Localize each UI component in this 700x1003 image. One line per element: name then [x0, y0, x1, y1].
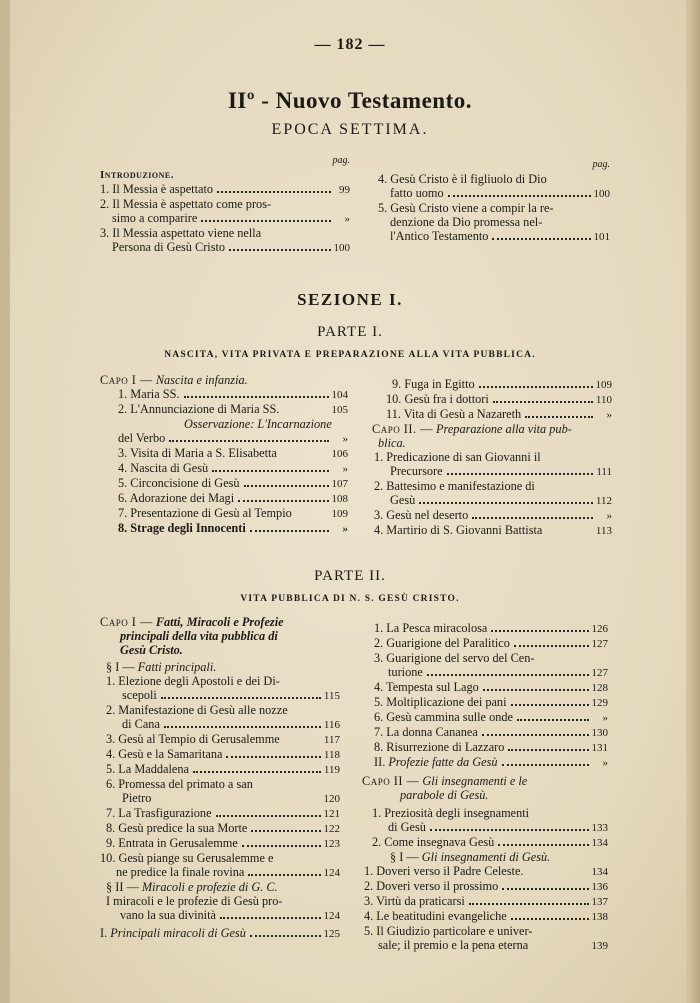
toc-entry: 3. Virtù da praticarsi 137 [364, 894, 608, 908]
toc-entry-cont: ne predice la finale rovina 124 [116, 865, 340, 879]
toc-entry: 1. La Pesca miracolosa 126 [374, 621, 608, 635]
toc-entry: 4. Gesù e la Samaritana 118 [106, 747, 340, 761]
toc-entry-cont: simo a comparire » [112, 211, 350, 225]
toc-entry: 1. Il Messia è aspettato 99 [100, 182, 350, 196]
parte-1-title: PARTE I. [317, 324, 383, 340]
intro-heading: Introduzione. [100, 169, 174, 181]
page-subtitle: EPOCA SETTIMA. [271, 121, 429, 138]
capo-heading: Capo I — Fatti, Miracoli e Profezie [100, 615, 284, 629]
toc-entry-cont: Precursore 111 [390, 464, 612, 478]
toc-entry-cont: turione 127 [388, 665, 608, 679]
toc-entry: 1. Elezione degli Apostoli e dei Di- [106, 674, 280, 688]
toc-entry: 1. Maria SS. 104 [118, 387, 348, 401]
toc-entry-cont: Gesù 112 [390, 493, 612, 507]
toc-entry-cont: denzione da Dio promessa nel- [390, 215, 543, 229]
toc-entry: 7. La donna Cananea 130 [374, 725, 608, 739]
toc-entry: I. Principali miracoli di Gesù 125 [100, 926, 340, 940]
toc-entry: 1. Predicazione di san Giovanni il [374, 450, 541, 464]
toc-entry: 6. Promessa del primato a san [106, 777, 253, 791]
toc-entry: 4. Martirio di S. Giovanni Battista 113 [374, 523, 612, 537]
intro-right-column [378, 158, 610, 244]
toc-entry: 7. La Trasfigurazione 121 [106, 806, 340, 820]
capo-heading: Capo II. — Preparazione alla vita pub- [372, 422, 572, 436]
capo-heading: Capo II — Gli insegnamenti e le [362, 774, 528, 788]
toc-entry: 2. Manifestazione di Gesù alle nozze [106, 703, 288, 717]
toc-entry: 4. Tempesta sul Lago 128 [374, 680, 608, 694]
toc-entry-cont: scepoli 115 [122, 688, 340, 702]
pag-label: pag. [332, 155, 350, 166]
page-left-edge [0, 0, 10, 1003]
toc-entry: 3. Gesù al Tempio di Gerusalemme 117 [106, 732, 340, 746]
toc-entry-cont: sale; il premio e la pena eterna 139 [378, 938, 608, 952]
page-number: — 182 — [314, 36, 386, 53]
toc-entry-cont: fatto uomo 100 [390, 186, 610, 200]
toc-entry: 9. Fuga in Egitto 109 [392, 377, 612, 391]
toc-entry: II. Profezie fatte da Gesù » [374, 755, 608, 769]
capo-heading: Capo I — Nascita e infanzia. [100, 373, 248, 387]
toc-entry-cont: di Gesù 133 [388, 820, 608, 834]
paragraph-heading: § II — Miracoli e profezie di G. C. [106, 880, 278, 894]
toc-entry: 2. Guarigione del Paralitico 127 [374, 636, 608, 650]
toc-entry: 11. Vita di Gesù a Nazareth » [386, 407, 612, 421]
toc-entry: 4. Gesù Cristo è il figliuolo di Dio [378, 172, 547, 186]
toc-entry: 3. Gesù nel deserto » [374, 508, 612, 522]
toc-entry: 5. Moltiplicazione dei pani 129 [374, 695, 608, 709]
capo-heading-cont: Gesù Cristo. [120, 643, 183, 657]
toc-entry: 2. Battesimo e manifestazione di [374, 479, 535, 493]
toc-entry-cont: di Cana 116 [122, 717, 340, 731]
page-right-edge [686, 0, 700, 1003]
pag-label: pag. [592, 159, 610, 170]
toc-entry: 5. La Maddalena 119 [106, 762, 340, 776]
capo-heading-cont: principali della vita pubblica di [120, 629, 278, 643]
intro-left-column [100, 154, 350, 255]
toc-entry: 10. Gesù piange su Gerusalemme e [100, 851, 274, 865]
toc-entry: 8. Strage degli Innocenti » [118, 521, 348, 535]
toc-entry: Osservazione: L'Incarnazione [184, 417, 332, 431]
toc-entry: 10. Gesù fra i dottori 110 [386, 392, 612, 406]
paragraph-heading: § I — Fatti principali. [106, 660, 217, 674]
toc-entry: 8. Risurrezione di Lazzaro 131 [374, 740, 608, 754]
toc-entry: 2. L'Annunciazione di Maria SS. 105 [118, 402, 348, 416]
parte-1-subtitle: NASCITA, VITA PRIVATA E PREPARAZIONE ALLA VITA PUBBLICA. [164, 350, 536, 360]
toc-entry: 3. Visita di Maria a S. Elisabetta 106 [118, 446, 348, 460]
paragraph-heading: § I — Gli insegnamenti di Gesù. [390, 850, 551, 864]
capo-heading-cont: parabole di Gesù. [400, 788, 489, 802]
toc-entry: 5. Circoncisione di Gesù 107 [118, 476, 348, 490]
capo-heading-cont: blica. [378, 436, 406, 450]
parte-2-right-column [362, 621, 608, 953]
toc-entry: 6. Gesù cammina sulle onde » [374, 710, 608, 724]
parte-1-right-column [372, 377, 612, 538]
toc-entry: 7. Presentazione di Gesù al Tempio 109 [118, 506, 348, 520]
toc-entry-cont: Pietro 120 [122, 791, 340, 805]
toc-entry: 4. Le beatitudini evangeliche 138 [364, 909, 608, 923]
toc-entry: 3. Guarigione del servo del Cen- [374, 651, 535, 665]
toc-entry: I miracoli e le profezie di Gesù pro- [106, 894, 283, 908]
section-title: SEZIONE I. [297, 290, 403, 309]
toc-entry: 2. Come insegnava Gesù 134 [372, 835, 608, 849]
parte-2-subtitle: VITA PUBBLICA DI N. S. GESÙ CRISTO. [240, 594, 460, 604]
toc-entry: 5. Il Giudizio particolare e univer- [364, 924, 533, 938]
toc-entry-cont: vano la sua divinità 124 [120, 908, 340, 922]
page-title: IIº - Nuovo Testamento. [227, 88, 472, 113]
toc-entry: 6. Adorazione dei Magi 108 [118, 491, 348, 505]
toc-entry-cont: l'Antico Testamento 101 [390, 229, 610, 243]
toc-entry: 3. Il Messia aspettato viene nella [100, 226, 262, 240]
toc-entry: 5. Gesù Cristo viene a compir la re- [378, 201, 554, 215]
parte-2-title: PARTE II. [314, 568, 386, 584]
toc-entry: 2. Il Messia è aspettato come pros- [100, 197, 272, 211]
parte-1-left-column [100, 373, 348, 536]
parte-2-left-column [100, 615, 340, 941]
toc-entry-cont: del Verbo » [118, 431, 348, 445]
toc-entry-cont: Persona di Gesù Cristo 100 [112, 240, 350, 254]
toc-entry: 8. Gesù predice la sua Morte 122 [106, 821, 340, 835]
toc-entry: 1. Preziosità degli insegnamenti [372, 806, 530, 820]
toc-entry: 9. Entrata in Gerusalemme 123 [106, 836, 340, 850]
toc-entry: 4. Nascita di Gesù » [118, 461, 348, 475]
toc-entry: 1. Doveri verso il Padre Celeste. 134 [364, 864, 608, 878]
toc-entry: 2. Doveri verso il prossimo 136 [364, 879, 608, 893]
